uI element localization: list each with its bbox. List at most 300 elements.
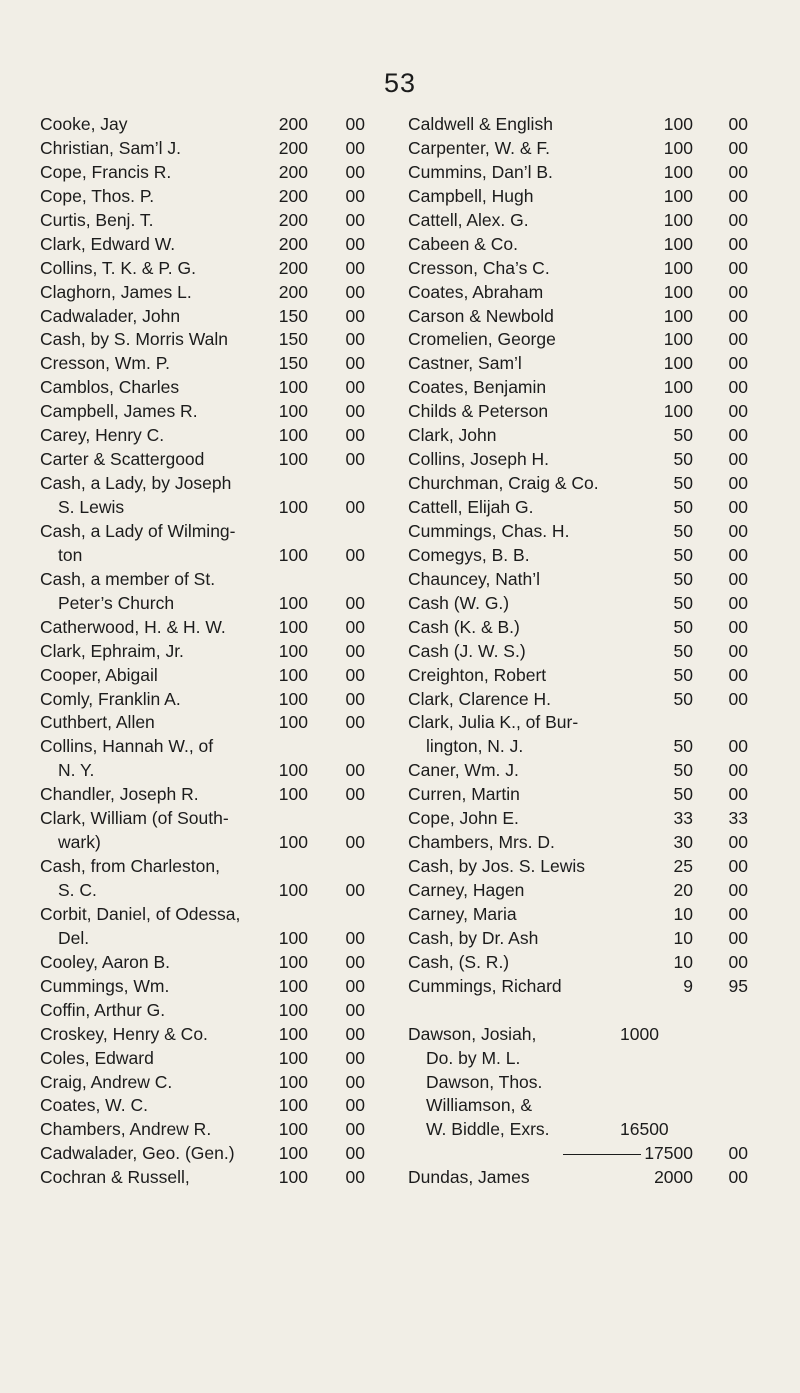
amount-dollars: 200 xyxy=(278,161,308,182)
subscriber-name: Cochran & Russell, xyxy=(40,1167,190,1188)
subscriber-row xyxy=(40,1166,365,1190)
subscriber-name: Clark, Edward W. xyxy=(40,233,176,254)
subscriber-name: Cooke, Jay xyxy=(40,114,128,134)
amount-cents: 00 xyxy=(728,903,748,924)
subscriber-name: Cooper, Abigail xyxy=(40,664,158,685)
amount-cents: 00 xyxy=(345,114,365,134)
subscriber-row xyxy=(40,544,365,568)
subscriber-name: Do. by M. L. xyxy=(426,1047,521,1068)
subscriber-name: Croskey, Henry & Co. xyxy=(40,1023,208,1044)
amount-dollars: 50 xyxy=(673,473,693,494)
amount-dollars: 50 xyxy=(673,664,693,685)
amount-cents: 00 xyxy=(345,688,365,709)
amount-dollars: 100 xyxy=(663,233,693,254)
subscriber-row xyxy=(40,903,365,927)
amount-cents: 00 xyxy=(345,1119,365,1140)
subscriber-row xyxy=(408,999,748,1023)
subscriber-name: ton xyxy=(58,544,83,565)
amount-cents: 00 xyxy=(345,257,365,278)
amount-cents: 00 xyxy=(345,1143,365,1164)
amount-dollars: 200 xyxy=(278,137,308,158)
subscriber-row xyxy=(408,903,748,927)
amount-dollars: 100 xyxy=(278,377,308,398)
subscriber-row xyxy=(408,855,748,879)
subscriber-row xyxy=(408,927,748,951)
amount-dollars: 50 xyxy=(673,736,693,757)
subscriber-name: Dawson, Thos. xyxy=(426,1071,543,1092)
amount-dollars: 50 xyxy=(673,544,693,565)
amount-dollars: 100 xyxy=(663,114,693,134)
amount-cents: 00 xyxy=(345,544,365,565)
subscriber-row xyxy=(408,1142,748,1166)
subscriber-name: Cabeen & Co. xyxy=(408,233,518,254)
amount-dollars: 100 xyxy=(278,1095,308,1116)
amount-cents: 00 xyxy=(728,688,748,709)
amount-dollars: 100 xyxy=(663,185,693,206)
amount-cents: 00 xyxy=(728,161,748,182)
amount-cents: 00 xyxy=(345,832,365,853)
amount-cents: 00 xyxy=(728,425,748,446)
sum-rule xyxy=(563,1154,641,1155)
subscriber-name: Cummins, Dan’l B. xyxy=(408,161,553,182)
amount-cents: 00 xyxy=(728,568,748,589)
subscriber-row xyxy=(408,233,748,257)
subscriber-row xyxy=(40,233,365,257)
amount-dollars: 100 xyxy=(278,544,308,565)
amount-cents: 00 xyxy=(728,664,748,685)
subscriber-name: Cash, (S. R.) xyxy=(408,951,510,972)
subscriber-row xyxy=(408,305,748,329)
subscriber-name: Chambers, Mrs. D. xyxy=(408,832,555,853)
amount-dollars: 100 xyxy=(663,257,693,278)
amount-cents: 00 xyxy=(728,377,748,398)
subscriber-name: Coates, Benjamin xyxy=(408,377,547,398)
amount-cents: 00 xyxy=(345,616,365,637)
amount-dollars: 100 xyxy=(278,688,308,709)
amount-cents: 00 xyxy=(345,784,365,805)
subscriber-name: Cash, from Charleston, xyxy=(40,856,220,877)
subscriber-name: N. Y. xyxy=(58,760,95,781)
amount-cents: 00 xyxy=(345,425,365,446)
subscriber-row xyxy=(408,592,748,616)
amount-cents: 00 xyxy=(728,520,748,541)
subscriber-name: Cooley, Aaron B. xyxy=(40,951,171,972)
subscriber-row xyxy=(40,855,365,879)
amount-cents: 00 xyxy=(345,305,365,326)
amount-dollars: 20 xyxy=(673,880,693,900)
subscriber-name: lington, N. J. xyxy=(426,736,524,757)
subscriber-name: Williamson, & xyxy=(426,1095,532,1116)
subscriber-row xyxy=(40,759,365,783)
subscriber-row xyxy=(408,137,748,161)
subscriber-name: Coffin, Arthur G. xyxy=(40,999,166,1020)
amount-cents: 00 xyxy=(728,137,748,158)
subscriber-row xyxy=(408,951,748,975)
subscriber-name: Carter & Scattergood xyxy=(40,449,205,470)
subscriber-row xyxy=(40,975,365,999)
subscriber-row xyxy=(408,544,748,568)
subscriber-row xyxy=(408,975,748,999)
subscriber-name: Christian, Sam’l J. xyxy=(40,137,182,158)
amount-cents: 00 xyxy=(345,640,365,661)
amount-cents: 00 xyxy=(728,1143,748,1164)
amount-cents: 00 xyxy=(728,233,748,254)
subscriber-row xyxy=(408,472,748,496)
subscriber-row xyxy=(408,352,748,376)
amount-dollars: 100 xyxy=(278,712,308,733)
subscriber-row xyxy=(40,688,365,712)
amount-cents: 00 xyxy=(728,449,748,470)
amount-cents: 00 xyxy=(728,353,748,374)
subscriber-name: Cash, by Jos. S. Lewis xyxy=(408,856,586,877)
amount-cents: 00 xyxy=(345,1047,365,1068)
subscriber-name: Peter’s Church xyxy=(58,592,175,613)
amount-cents: 00 xyxy=(728,185,748,206)
subscriber-name: Caldwell & English xyxy=(408,114,553,134)
subscriber-name: Camblos, Charles xyxy=(40,377,180,398)
subscriber-row xyxy=(40,879,365,903)
amount-dollars: 100 xyxy=(663,281,693,302)
amount-dollars: 33 xyxy=(673,808,693,829)
amount-cents: 00 xyxy=(345,281,365,302)
amount-dollars: 100 xyxy=(278,664,308,685)
amount-dollars: 100 xyxy=(663,329,693,350)
amount-cents: 00 xyxy=(728,616,748,637)
subscriber-row xyxy=(40,1118,365,1142)
amount-cents: 00 xyxy=(728,832,748,853)
subscriber-row xyxy=(408,113,748,137)
subscriber-name: Campbell, Hugh xyxy=(408,185,534,206)
subscriber-row xyxy=(40,376,365,400)
amount-dollars: 100 xyxy=(278,880,308,900)
amount-cents: 00 xyxy=(728,640,748,661)
amount-cents: 00 xyxy=(728,927,748,948)
amount-dollars: 50 xyxy=(673,688,693,709)
subscriber-name: Craig, Andrew C. xyxy=(40,1071,173,1092)
page-number: 53 xyxy=(383,68,417,98)
subscriber-row xyxy=(408,807,748,831)
subscriber-name: Cash, a Lady, by Joseph xyxy=(40,473,232,494)
sub-amount: 16500 xyxy=(620,1119,669,1140)
subscriber-row xyxy=(40,1094,365,1118)
amount-cents: 00 xyxy=(728,544,748,565)
subscriber-row xyxy=(40,113,365,137)
amount-dollars: 100 xyxy=(278,640,308,661)
amount-dollars: 30 xyxy=(673,832,693,853)
amount-dollars: 100 xyxy=(663,305,693,326)
subscriber-row xyxy=(408,257,748,281)
subscriber-row xyxy=(40,807,365,831)
subscriber-name: Cash, a Lady of Wilming- xyxy=(40,520,236,541)
subscriber-row xyxy=(40,664,365,688)
amount-cents: 00 xyxy=(728,329,748,350)
subscriber-row xyxy=(40,711,365,735)
amount-dollars: 50 xyxy=(673,568,693,589)
subscriber-row xyxy=(408,496,748,520)
amount-dollars: 100 xyxy=(278,760,308,781)
subscriber-name: Coates, W. C. xyxy=(40,1095,148,1116)
subscriber-name: Cope, Thos. P. xyxy=(40,185,155,206)
amount-cents: 00 xyxy=(345,497,365,517)
subscriber-name: Dawson, Josiah, xyxy=(408,1023,537,1044)
amount-cents: 00 xyxy=(345,401,365,422)
subscriber-name: Campbell, James R. xyxy=(40,401,198,422)
subscriber-name: Chauncey, Nath’l xyxy=(408,568,540,589)
amount-cents: 00 xyxy=(345,664,365,685)
amount-dollars: 50 xyxy=(673,520,693,541)
amount-dollars: 100 xyxy=(663,353,693,374)
subscriber-row xyxy=(408,328,748,352)
amount-cents: 00 xyxy=(345,1071,365,1092)
amount-dollars: 100 xyxy=(278,401,308,422)
subscriber-row xyxy=(40,352,365,376)
amount-cents: 33 xyxy=(728,808,748,829)
subscriber-name: Carpenter, W. & F. xyxy=(408,137,550,158)
amount-cents: 00 xyxy=(345,1095,365,1116)
amount-cents: 00 xyxy=(728,856,748,877)
subscriber-row xyxy=(408,759,748,783)
subscriber-name: Dundas, James xyxy=(408,1167,530,1188)
amount-dollars: 100 xyxy=(663,161,693,182)
subscriber-name: Cash, a member of St. xyxy=(40,568,216,589)
subscriber-row xyxy=(40,328,365,352)
subscription-list-left xyxy=(40,113,365,1190)
amount-dollars: 10 xyxy=(673,927,693,948)
amount-dollars: 25 xyxy=(673,856,693,877)
subscriber-name: Cadwalader, Geo. (Gen.) xyxy=(40,1143,235,1164)
amount-cents: 00 xyxy=(728,401,748,422)
subscriber-name: Cope, John E. xyxy=(408,808,519,829)
amount-cents: 00 xyxy=(728,281,748,302)
subscriber-name: Cattell, Elijah G. xyxy=(408,497,534,517)
amount-cents: 00 xyxy=(345,975,365,996)
amount-cents: 00 xyxy=(345,161,365,182)
subscriber-row xyxy=(40,616,365,640)
amount-dollars: 200 xyxy=(278,209,308,230)
subscriber-row xyxy=(40,592,365,616)
amount-dollars: 100 xyxy=(278,592,308,613)
subscriber-name: Chandler, Joseph R. xyxy=(40,784,199,805)
subscriber-name: Catherwood, H. & H. W. xyxy=(40,616,226,637)
amount-cents: 00 xyxy=(345,1023,365,1044)
subscriber-row xyxy=(40,161,365,185)
subscriber-name: W. Biddle, Exrs. xyxy=(426,1119,550,1140)
amount-dollars: 100 xyxy=(663,137,693,158)
amount-cents: 00 xyxy=(728,760,748,781)
subscriber-row xyxy=(40,1047,365,1071)
amount-cents: 00 xyxy=(345,209,365,230)
subscriber-name: Coates, Abraham xyxy=(408,281,544,302)
amount-dollars: 100 xyxy=(278,975,308,996)
subscriber-row xyxy=(40,137,365,161)
subscriber-name: Cummings, Chas. H. xyxy=(408,520,570,541)
subscriber-row xyxy=(40,520,365,544)
subscriber-row xyxy=(408,424,748,448)
amount-dollars: 100 xyxy=(663,401,693,422)
subscriber-row xyxy=(40,305,365,329)
amount-cents: 00 xyxy=(728,592,748,613)
subscriber-row xyxy=(408,520,748,544)
amount-dollars: 50 xyxy=(673,425,693,446)
subscriber-row xyxy=(40,783,365,807)
subscriber-row xyxy=(408,640,748,664)
subscriber-name: Collins, Hannah W., of xyxy=(40,736,214,757)
amount-dollars: 50 xyxy=(673,497,693,517)
amount-dollars: 50 xyxy=(673,616,693,637)
amount-dollars: 100 xyxy=(278,616,308,637)
subscriber-name: wark) xyxy=(58,832,101,853)
subscriber-name: Childs & Peterson xyxy=(408,401,549,422)
subscriber-name: Cadwalader, John xyxy=(40,305,181,326)
amount-cents: 00 xyxy=(345,927,365,948)
amount-dollars: 100 xyxy=(278,497,308,517)
amount-dollars: 9 xyxy=(683,975,693,996)
amount-dollars: 100 xyxy=(278,784,308,805)
subscriber-row xyxy=(40,831,365,855)
amount-dollars: 200 xyxy=(278,257,308,278)
amount-dollars: 200 xyxy=(278,233,308,254)
subscriber-row xyxy=(408,735,748,759)
subscriber-row xyxy=(408,161,748,185)
subscriber-name: Cash (J. W. S.) xyxy=(408,640,526,661)
amount-dollars: 100 xyxy=(278,1143,308,1164)
subscriber-row xyxy=(40,640,365,664)
amount-cents: 00 xyxy=(345,712,365,733)
amount-cents: 00 xyxy=(728,497,748,517)
subscriber-row xyxy=(40,472,365,496)
subscriber-name: Collins, T. K. & P. G. xyxy=(40,257,196,278)
amount-cents: 00 xyxy=(728,305,748,326)
subscriber-row xyxy=(408,400,748,424)
amount-dollars: 50 xyxy=(673,760,693,781)
amount-cents: 00 xyxy=(728,257,748,278)
subscriber-row xyxy=(40,999,365,1023)
amount-cents: 00 xyxy=(345,1167,365,1188)
sub-amount: 1000 xyxy=(620,1023,659,1044)
subscriber-row xyxy=(408,1166,748,1190)
subscriber-row xyxy=(40,1142,365,1166)
subscriber-row xyxy=(40,209,365,233)
subscriber-name: Castner, Sam’l xyxy=(408,353,522,374)
subscriber-row xyxy=(408,711,748,735)
subscriber-row xyxy=(408,448,748,472)
amount-dollars: 100 xyxy=(278,832,308,853)
subscriber-row xyxy=(40,1023,365,1047)
amount-cents: 00 xyxy=(728,209,748,230)
subscriber-name: Del. xyxy=(58,927,90,948)
subscriber-name: Comly, Franklin A. xyxy=(40,688,181,709)
amount-cents: 00 xyxy=(345,999,365,1020)
subscriber-row xyxy=(408,831,748,855)
amount-cents: 00 xyxy=(345,329,365,350)
amount-cents: 00 xyxy=(728,1167,748,1188)
subscriber-name: Clark, Julia K., of Bur- xyxy=(408,712,579,733)
subscriber-name: Cash, by Dr. Ash xyxy=(408,927,539,948)
subscriber-row xyxy=(408,1118,748,1142)
amount-cents: 00 xyxy=(345,592,365,613)
amount-cents: 00 xyxy=(345,233,365,254)
subscriber-name: Cash (K. & B.) xyxy=(408,616,520,637)
amount-dollars: 200 xyxy=(278,281,308,302)
amount-cents: 00 xyxy=(345,449,365,470)
subscriber-row xyxy=(408,1071,748,1095)
amount-cents: 95 xyxy=(728,975,748,996)
subscriber-name: Curren, Martin xyxy=(408,784,520,805)
amount-dollars: 100 xyxy=(278,1023,308,1044)
subscriber-row xyxy=(40,496,365,520)
amount-dollars: 200 xyxy=(278,114,308,134)
amount-cents: 00 xyxy=(345,353,365,374)
subscriber-row xyxy=(408,1094,748,1118)
subscriber-name: Clark, Clarence H. xyxy=(408,688,551,709)
subscriber-row xyxy=(40,448,365,472)
amount-dollars: 100 xyxy=(278,1119,308,1140)
amount-dollars: 150 xyxy=(278,353,308,374)
subscriber-name: Caner, Wm. J. xyxy=(408,760,519,781)
amount-cents: 00 xyxy=(728,473,748,494)
amount-dollars: 50 xyxy=(673,592,693,613)
amount-dollars: 100 xyxy=(663,209,693,230)
amount-dollars: 50 xyxy=(673,449,693,470)
subscriber-row xyxy=(40,400,365,424)
subscriber-name: Collins, Joseph H. xyxy=(408,449,550,470)
subscriber-row xyxy=(408,688,748,712)
amount-dollars: 100 xyxy=(278,1071,308,1092)
subscriber-name: Cash, by S. Morris Waln xyxy=(40,329,229,350)
subscription-list-right xyxy=(408,113,748,1190)
amount-dollars: 150 xyxy=(278,329,308,350)
subscriber-row xyxy=(40,185,365,209)
subscriber-row xyxy=(40,257,365,281)
amount-dollars: 100 xyxy=(278,1047,308,1068)
subscriber-row xyxy=(408,209,748,233)
amount-dollars: 100 xyxy=(663,377,693,398)
subscriber-name: Carson & Newbold xyxy=(408,305,554,326)
amount-cents: 00 xyxy=(345,880,365,900)
subscriber-name: Carney, Hagen xyxy=(408,880,525,900)
subscriber-name: Cummings, Richard xyxy=(408,975,562,996)
amount-cents: 00 xyxy=(728,880,748,900)
subscriber-row xyxy=(408,1023,748,1047)
subscriber-name: Clark, Ephraim, Jr. xyxy=(40,640,184,661)
subscriber-name: S. C. xyxy=(58,880,97,900)
amount-dollars: 100 xyxy=(278,951,308,972)
subscriber-row xyxy=(408,1047,748,1071)
amount-dollars: 50 xyxy=(673,640,693,661)
amount-dollars: 100 xyxy=(278,927,308,948)
amount-dollars: 10 xyxy=(673,951,693,972)
subscriber-name: Cope, Francis R. xyxy=(40,161,172,182)
subscriber-row xyxy=(40,424,365,448)
subscriber-row xyxy=(408,783,748,807)
amount-cents: 00 xyxy=(345,951,365,972)
amount-dollars: 200 xyxy=(278,185,308,206)
amount-cents: 00 xyxy=(345,377,365,398)
amount-dollars: 150 xyxy=(278,305,308,326)
subscriber-name: S. Lewis xyxy=(58,497,125,517)
subscriber-row xyxy=(40,951,365,975)
subscriber-name: Cromelien, George xyxy=(408,329,556,350)
subscriber-row xyxy=(408,185,748,209)
amount-cents: 00 xyxy=(728,784,748,805)
subscriber-name: Cash (W. G.) xyxy=(408,592,510,613)
amount-dollars: 2000 xyxy=(654,1167,693,1188)
amount-dollars: 100 xyxy=(278,449,308,470)
subscriber-row xyxy=(40,927,365,951)
subscriber-row xyxy=(408,376,748,400)
amount-dollars: 50 xyxy=(673,784,693,805)
subscriber-row xyxy=(408,568,748,592)
